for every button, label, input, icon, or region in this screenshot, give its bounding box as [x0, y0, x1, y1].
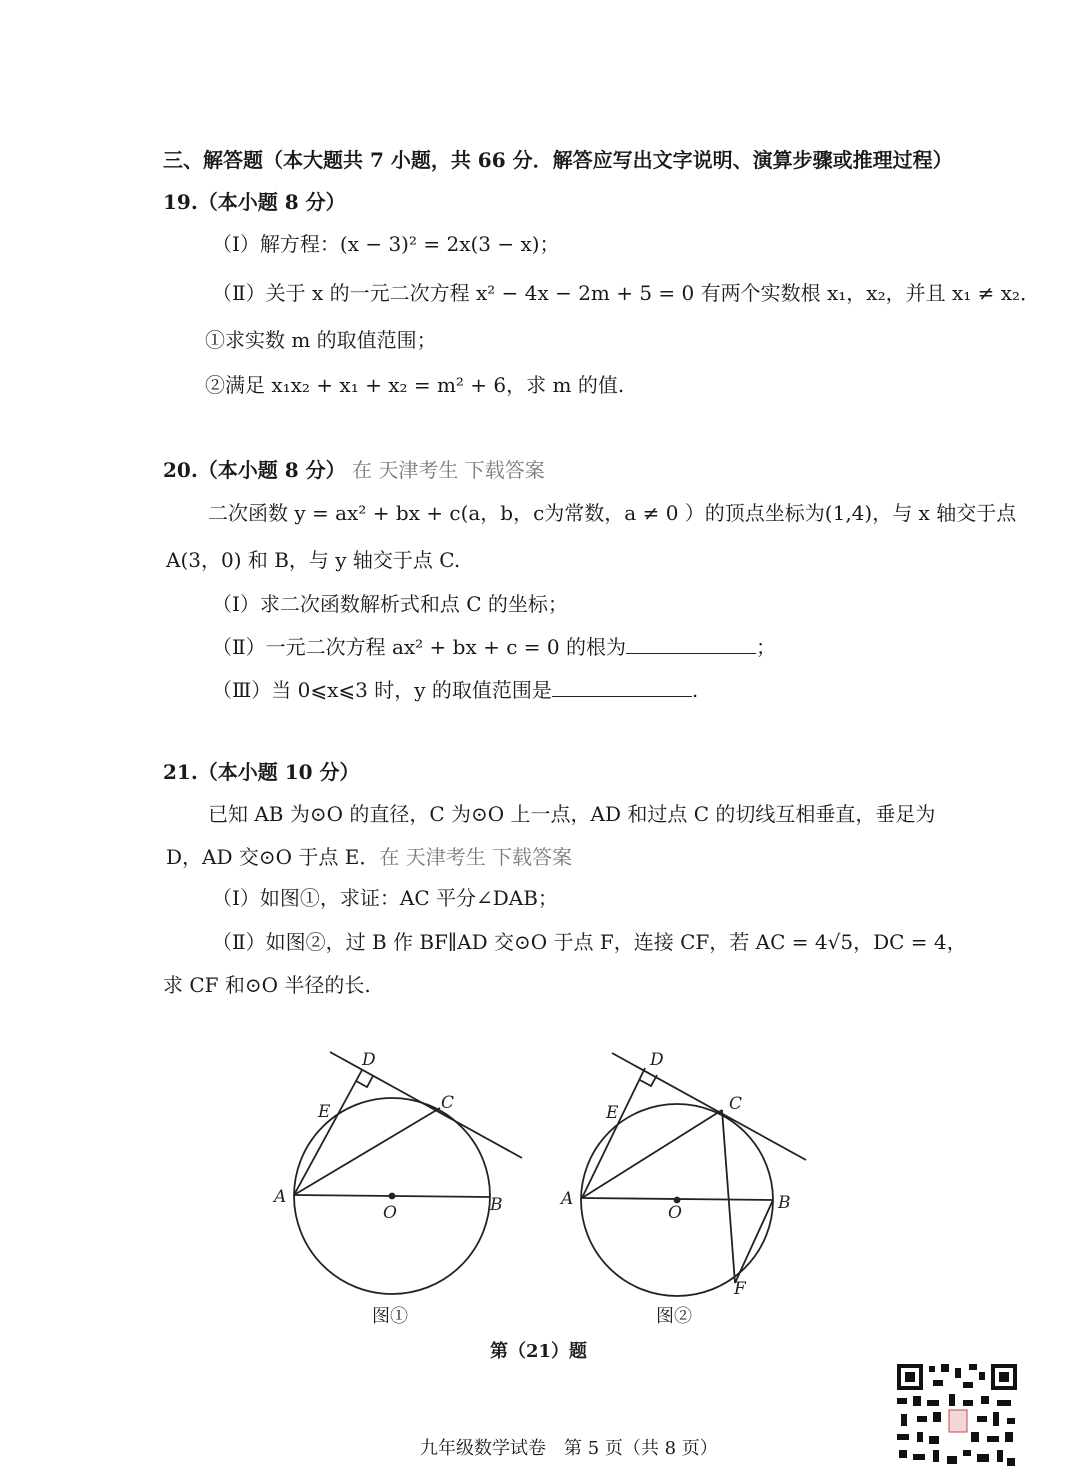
segment-ac — [294, 1108, 440, 1195]
tangent-line — [612, 1053, 806, 1160]
q19-part1: （Ⅰ）解方程：(x − 3)² = 2x(3 − x)； — [212, 232, 560, 256]
figure-caption: 第（21）题 — [490, 1341, 588, 1362]
qr-code-icon — [893, 1360, 1021, 1474]
label-d: D — [362, 1050, 376, 1070]
q20-stem2: A(3，0) 和 B，与 y 轴交于点 C. — [166, 548, 461, 572]
page-footer: 九年级数学试卷 第 5 页（共 8 页） — [420, 1438, 718, 1459]
q19-sub1: ①求实数 m 的取值范围； — [205, 328, 437, 352]
figure1-caption: 图① — [372, 1306, 408, 1327]
label-c: C — [729, 1094, 743, 1114]
figure2-caption: 图② — [656, 1306, 692, 1327]
label-b: B — [490, 1195, 503, 1215]
q20-watermark: 在 天津考生 下载答案 — [352, 458, 545, 482]
label-d: D — [650, 1050, 664, 1070]
segment-cf — [722, 1110, 735, 1283]
label-o: O — [668, 1203, 682, 1223]
q21-stem2: D，AD 交⊙O 于点 E． — [166, 845, 380, 869]
label-b: B — [778, 1193, 791, 1213]
label-a: A — [274, 1187, 287, 1207]
q20-title: 20.（本小题 8 分） — [163, 458, 346, 482]
label-f: F — [734, 1279, 746, 1299]
q21-part2b: 求 CF 和⊙O 半径的长. — [163, 973, 371, 997]
q19-part2: （Ⅱ）关于 x 的一元二次方程 x² − 4x − 2m + 5 = 0 有两个实数根 x₁，x₂，并且 x₁ ≠ x₂． — [212, 281, 1041, 305]
label-c: C — [441, 1093, 455, 1113]
q19-title: 19.（本小题 8 分） — [163, 190, 346, 214]
center-point — [390, 1194, 395, 1199]
segment-bf — [735, 1200, 773, 1283]
q20-part1: （Ⅰ）求二次函数解析式和点 C 的坐标； — [212, 592, 568, 616]
label-e: E — [318, 1102, 331, 1122]
label-o: O — [383, 1203, 397, 1223]
q21-watermark: 在 天津考生 下载答案 — [379, 845, 573, 869]
figure-2 — [581, 1053, 806, 1296]
section-heading: 三、解答题（本大题共 7 小题，共 66 分．解答应写出文字说明、演算步骤或推理过程） — [163, 148, 953, 172]
q21-part1: （Ⅰ）如图①，求证：AC 平分∠DAB； — [212, 886, 558, 910]
label-a: A — [561, 1189, 574, 1209]
center-point — [675, 1198, 680, 1203]
q21-part2: （Ⅱ）如图②，过 B 作 BF∥AD 交⊙O 于点 F，连接 CF，若 AC = 4√5，DC = 4， — [212, 930, 967, 954]
tangent-line — [330, 1052, 522, 1158]
q20-part3: （Ⅲ）当 0⩽x⩽3 时，y 的取值范围是 — [212, 678, 552, 702]
q20-part2: （Ⅱ）一元二次方程 ax² + bx + c = 0 的根为 — [212, 635, 626, 659]
q20-part3-end: . — [691, 678, 699, 702]
segment-ad — [294, 1070, 362, 1195]
q19-sub2: ②满足 x₁x₂ + x₁ + x₂ = m² + 6，求 m 的值. — [205, 373, 625, 397]
q20-stem1: 二次函数 y = ax² + bx + c(a，b，c为常数，a ≠ 0 ）的顶点坐标为(1,4)，与 x 轴交于点 — [208, 501, 1017, 525]
label-e: E — [606, 1103, 619, 1123]
figure-1 — [294, 1052, 522, 1294]
q21-stem1: 已知 AB 为⊙O 的直径，C 为⊙O 上一点，AD 和过点 C 的切线互相垂直，垂足为 — [208, 802, 936, 826]
q21-title: 21.（本小题 10 分） — [163, 760, 360, 784]
q20-part2-end: ； — [755, 635, 776, 659]
